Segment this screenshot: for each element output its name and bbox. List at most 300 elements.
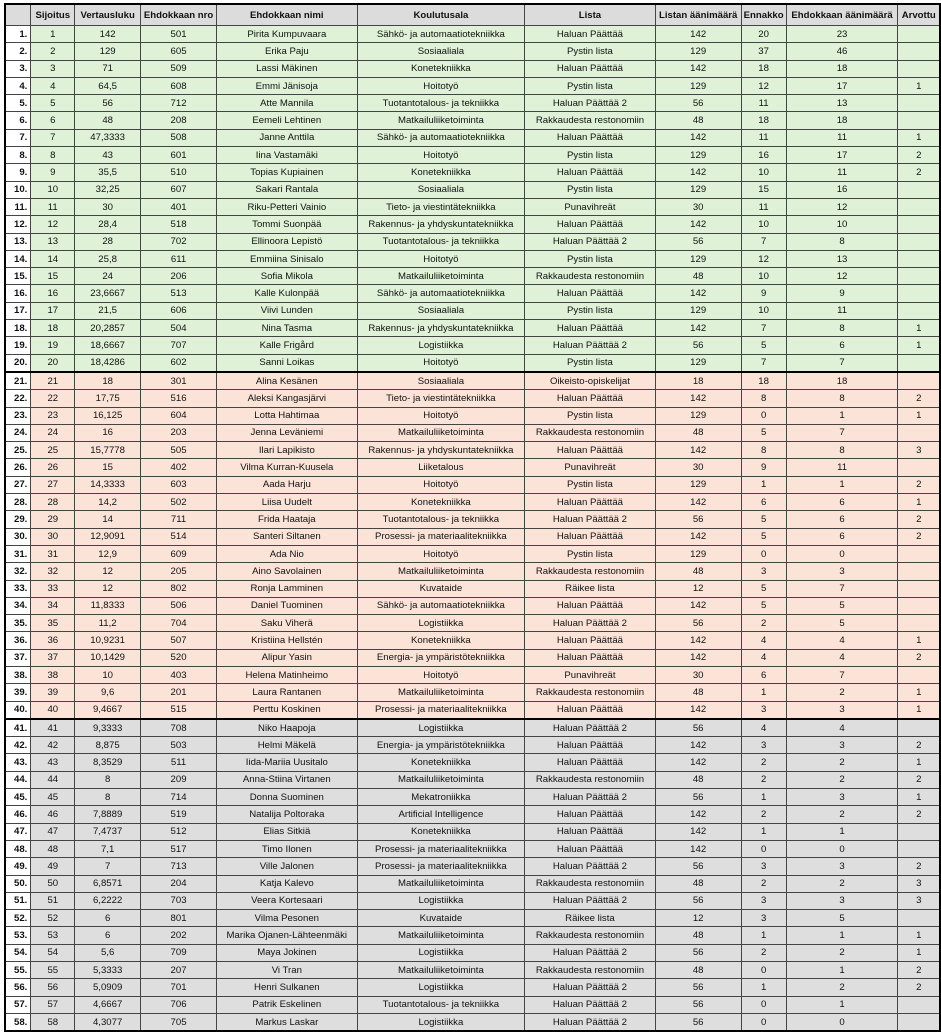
cell-rank: 50. (5, 875, 31, 892)
cell-ehdokkaan-nro: 503 (141, 737, 217, 754)
cell-lista: Haluan Päättää 2 (525, 615, 656, 632)
cell-listan-aanimaara: 129 (655, 302, 741, 319)
cell-rank: 2. (5, 43, 31, 60)
cell-ehdokkaan-aanimaara: 10 (786, 216, 898, 233)
cell-ennakko: 12 (741, 250, 786, 267)
cell-ehdokkaan-nimi: Veera Kortesaari (217, 892, 358, 909)
cell-ennakko: 1 (741, 979, 786, 996)
cell-arvottu: 2 (898, 511, 940, 528)
cell-koulutusala: Kuvataide (357, 580, 525, 597)
table-row (5, 250, 940, 267)
cell-sijoitus: 5 (31, 95, 75, 112)
cell-ehdokkaan-nimi: Marika Ojanen-Lähteenmäki (217, 927, 358, 944)
cell-ehdokkaan-nimi: Aada Harju (217, 476, 358, 493)
cell-koulutusala: Tuotantotalous- ja tekniikka (357, 233, 525, 250)
cell-vertausluku: 14,3333 (75, 476, 141, 493)
header-ehdokkaan-aanimaara: Ehdokkaan äänimäärä (786, 4, 898, 26)
cell-listan-aanimaara: 142 (655, 390, 741, 407)
cell-listan-aanimaara: 30 (655, 666, 741, 683)
cell-koulutusala: Konetekniikka (357, 632, 525, 649)
cell-sijoitus: 44 (31, 771, 75, 788)
cell-listan-aanimaara: 56 (655, 789, 741, 806)
cell-lista: Haluan Päättää (525, 129, 656, 146)
cell-vertausluku: 20,2857 (75, 320, 141, 337)
table-row (5, 996, 940, 1013)
cell-lista: Punavihreät (525, 198, 656, 215)
cell-ehdokkaan-nro: 201 (141, 684, 217, 701)
cell-koulutusala: Logistiikka (357, 719, 525, 737)
cell-arvottu: 2 (898, 806, 940, 823)
cell-rank: 17. (5, 302, 31, 319)
cell-ehdokkaan-nro: 714 (141, 789, 217, 806)
table-row (5, 528, 940, 545)
table-row (5, 944, 940, 961)
cell-ehdokkaan-nimi: Ada Nio (217, 545, 358, 562)
cell-koulutusala: Hoitotyö (357, 250, 525, 267)
cell-sijoitus: 6 (31, 112, 75, 129)
cell-vertausluku: 129 (75, 43, 141, 60)
cell-ehdokkaan-nimi: Jenna Leväniemi (217, 424, 358, 441)
header-rank (5, 4, 31, 26)
cell-ehdokkaan-nro: 604 (141, 407, 217, 424)
cell-lista: Haluan Päättää (525, 60, 656, 77)
cell-ennakko: 6 (741, 494, 786, 511)
cell-lista: Haluan Päättää (525, 701, 656, 719)
cell-ehdokkaan-nimi: Viivi Lunden (217, 302, 358, 319)
cell-ehdokkaan-nimi: Janne Anttila (217, 129, 358, 146)
cell-listan-aanimaara: 142 (655, 701, 741, 719)
cell-ennakko: 8 (741, 442, 786, 459)
cell-ehdokkaan-nimi: Santeri Siltanen (217, 528, 358, 545)
cell-ehdokkaan-nro: 203 (141, 424, 217, 441)
cell-lista: Haluan Päättää (525, 840, 656, 857)
cell-lista: Haluan Päättää (525, 737, 656, 754)
cell-rank: 39. (5, 684, 31, 701)
cell-ehdokkaan-aanimaara: 2 (786, 754, 898, 771)
cell-arvottu (898, 43, 940, 60)
cell-ennakko: 1 (741, 823, 786, 840)
cell-ehdokkaan-aanimaara: 3 (786, 737, 898, 754)
cell-listan-aanimaara: 48 (655, 962, 741, 979)
cell-lista: Haluan Päättää (525, 632, 656, 649)
cell-lista: Pystin lista (525, 302, 656, 319)
cell-ehdokkaan-nimi: Lotta Hahtimaa (217, 407, 358, 424)
cell-ehdokkaan-nro: 707 (141, 337, 217, 354)
cell-koulutusala: Tuotantotalous- ja tekniikka (357, 996, 525, 1013)
cell-vertausluku: 7,1 (75, 840, 141, 857)
cell-ehdokkaan-aanimaara: 17 (786, 147, 898, 164)
cell-koulutusala: Sosiaaliala (357, 372, 525, 390)
cell-rank: 8. (5, 147, 31, 164)
cell-sijoitus: 30 (31, 528, 75, 545)
cell-sijoitus: 15 (31, 268, 75, 285)
cell-ehdokkaan-nimi: Kristiina Hellstén (217, 632, 358, 649)
cell-ennakko: 9 (741, 285, 786, 302)
cell-ennakko: 5 (741, 511, 786, 528)
table-row (5, 771, 940, 788)
cell-sijoitus: 49 (31, 858, 75, 875)
table-row (5, 216, 940, 233)
cell-lista: Oikeisto-opiskelijat (525, 372, 656, 390)
cell-koulutusala: Liiketalous (357, 459, 525, 476)
cell-lista: Pystin lista (525, 545, 656, 562)
cell-ehdokkaan-nro: 501 (141, 26, 217, 43)
cell-vertausluku: 9,6 (75, 684, 141, 701)
cell-rank: 15. (5, 268, 31, 285)
cell-vertausluku: 21,5 (75, 302, 141, 319)
cell-listan-aanimaara: 56 (655, 944, 741, 961)
cell-vertausluku: 16,125 (75, 407, 141, 424)
cell-ehdokkaan-nimi: Ellinoora Lepistö (217, 233, 358, 250)
cell-listan-aanimaara: 30 (655, 198, 741, 215)
cell-lista: Pystin lista (525, 43, 656, 60)
cell-ennakko: 5 (741, 580, 786, 597)
cell-ehdokkaan-nimi: Ville Jalonen (217, 858, 358, 875)
header-ehdokkaan-nro: Ehdokkaan nro (141, 4, 217, 26)
cell-ennakko: 0 (741, 1013, 786, 1031)
cell-ehdokkaan-aanimaara: 3 (786, 789, 898, 806)
cell-vertausluku: 12 (75, 580, 141, 597)
cell-lista: Pystin lista (525, 407, 656, 424)
cell-listan-aanimaara: 142 (655, 129, 741, 146)
cell-arvottu (898, 26, 940, 43)
table-row (5, 789, 940, 806)
cell-sijoitus: 42 (31, 737, 75, 754)
cell-ehdokkaan-aanimaara: 1 (786, 927, 898, 944)
cell-ehdokkaan-nro: 712 (141, 95, 217, 112)
cell-sijoitus: 26 (31, 459, 75, 476)
cell-rank: 20. (5, 354, 31, 372)
cell-koulutusala: Matkailuliiketoiminta (357, 563, 525, 580)
header-ennakko: Ennakko (741, 4, 786, 26)
cell-koulutusala: Tieto- ja viestintätekniikka (357, 198, 525, 215)
cell-koulutusala: Mekatroniikka (357, 789, 525, 806)
cell-rank: 7. (5, 129, 31, 146)
cell-ennakko: 0 (741, 962, 786, 979)
cell-vertausluku: 12 (75, 563, 141, 580)
table-row (5, 285, 940, 302)
election-results-table (4, 3, 941, 1032)
cell-ennakko: 3 (741, 737, 786, 754)
cell-ehdokkaan-aanimaara: 1 (786, 476, 898, 493)
cell-sijoitus: 12 (31, 216, 75, 233)
cell-vertausluku: 47,3333 (75, 129, 141, 146)
cell-ehdokkaan-nimi: Alina Kesänen (217, 372, 358, 390)
cell-ennakko: 5 (741, 528, 786, 545)
cell-vertausluku: 4,3077 (75, 1013, 141, 1031)
cell-ehdokkaan-aanimaara: 9 (786, 285, 898, 302)
table-row (5, 754, 940, 771)
cell-arvottu: 1 (898, 77, 940, 94)
cell-ennakko: 16 (741, 147, 786, 164)
cell-ennakko: 5 (741, 337, 786, 354)
cell-koulutusala: Logistiikka (357, 944, 525, 961)
cell-listan-aanimaara: 142 (655, 285, 741, 302)
cell-ehdokkaan-nimi: Atte Mannila (217, 95, 358, 112)
cell-rank: 56. (5, 979, 31, 996)
cell-ehdokkaan-nimi: Alipur Yasin (217, 649, 358, 666)
cell-vertausluku: 18,4286 (75, 354, 141, 372)
cell-lista: Haluan Päättää (525, 823, 656, 840)
cell-ennakko: 0 (741, 996, 786, 1013)
cell-lista: Haluan Päättää (525, 26, 656, 43)
cell-lista: Haluan Päättää (525, 442, 656, 459)
cell-listan-aanimaara: 56 (655, 719, 741, 737)
cell-rank: 57. (5, 996, 31, 1013)
cell-ehdokkaan-nro: 202 (141, 927, 217, 944)
cell-sijoitus: 16 (31, 285, 75, 302)
cell-ehdokkaan-nimi: Pirita Kumpuvaara (217, 26, 358, 43)
cell-ennakko: 20 (741, 26, 786, 43)
cell-ehdokkaan-nro: 609 (141, 545, 217, 562)
cell-listan-aanimaara: 48 (655, 771, 741, 788)
cell-vertausluku: 14 (75, 511, 141, 528)
cell-ennakko: 12 (741, 77, 786, 94)
cell-ehdokkaan-aanimaara: 6 (786, 494, 898, 511)
table-row (5, 337, 940, 354)
cell-lista: Rakkaudesta restonomiin (525, 875, 656, 892)
cell-vertausluku: 18,6667 (75, 337, 141, 354)
header-sijoitus: Sijoitus (31, 4, 75, 26)
cell-vertausluku: 12,9 (75, 545, 141, 562)
cell-ehdokkaan-nro: 205 (141, 563, 217, 580)
cell-arvottu: 2 (898, 979, 940, 996)
cell-ehdokkaan-nro: 602 (141, 354, 217, 372)
cell-listan-aanimaara: 56 (655, 511, 741, 528)
cell-sijoitus: 4 (31, 77, 75, 94)
cell-ehdokkaan-aanimaara: 11 (786, 302, 898, 319)
cell-sijoitus: 40 (31, 701, 75, 719)
cell-ennakko: 0 (741, 407, 786, 424)
cell-arvottu: 2 (898, 962, 940, 979)
cell-rank: 16. (5, 285, 31, 302)
table-row (5, 806, 940, 823)
cell-ehdokkaan-aanimaara: 0 (786, 1013, 898, 1031)
cell-listan-aanimaara: 129 (655, 250, 741, 267)
table-row (5, 43, 940, 60)
cell-sijoitus: 58 (31, 1013, 75, 1031)
cell-ehdokkaan-nimi: Emmiina Sinisalo (217, 250, 358, 267)
cell-koulutusala: Logistiikka (357, 892, 525, 909)
cell-lista: Haluan Päättää (525, 285, 656, 302)
cell-ehdokkaan-nimi: Helena Matinheimo (217, 666, 358, 683)
cell-rank: 48. (5, 840, 31, 857)
cell-sijoitus: 24 (31, 424, 75, 441)
cell-sijoitus: 50 (31, 875, 75, 892)
table-row (5, 476, 940, 493)
cell-sijoitus: 38 (31, 666, 75, 683)
cell-koulutusala: Hoitotyö (357, 354, 525, 372)
cell-listan-aanimaara: 129 (655, 181, 741, 198)
cell-rank: 42. (5, 737, 31, 754)
cell-ehdokkaan-nimi: Timo Ilonen (217, 840, 358, 857)
cell-ennakko: 1 (741, 476, 786, 493)
cell-arvottu (898, 910, 940, 927)
cell-koulutusala: Sosiaaliala (357, 43, 525, 60)
cell-ennakko: 18 (741, 112, 786, 129)
cell-koulutusala: Sähkö- ja automaatiotekniikka (357, 26, 525, 43)
cell-vertausluku: 43 (75, 147, 141, 164)
cell-lista: Punavihreät (525, 459, 656, 476)
cell-ennakko: 8 (741, 390, 786, 407)
table-row (5, 840, 940, 857)
cell-arvottu (898, 95, 940, 112)
cell-listan-aanimaara: 129 (655, 43, 741, 60)
cell-vertausluku: 18 (75, 372, 141, 390)
cell-koulutusala: Prosessi- ja materiaalitekniikka (357, 840, 525, 857)
cell-listan-aanimaara: 12 (655, 580, 741, 597)
cell-ennakko: 3 (741, 910, 786, 927)
cell-ehdokkaan-aanimaara: 12 (786, 268, 898, 285)
cell-arvottu: 1 (898, 754, 940, 771)
cell-ehdokkaan-nimi: Kalle Kulonpää (217, 285, 358, 302)
cell-listan-aanimaara: 56 (655, 95, 741, 112)
cell-arvottu (898, 424, 940, 441)
cell-vertausluku: 30 (75, 198, 141, 215)
cell-lista: Haluan Päättää 2 (525, 996, 656, 1013)
results-sheet (4, 3, 941, 1032)
cell-listan-aanimaara: 142 (655, 823, 741, 840)
cell-vertausluku: 23,6667 (75, 285, 141, 302)
cell-ehdokkaan-nro: 608 (141, 77, 217, 94)
cell-ehdokkaan-aanimaara: 2 (786, 979, 898, 996)
cell-listan-aanimaara: 48 (655, 684, 741, 701)
cell-vertausluku: 5,3333 (75, 962, 141, 979)
cell-ehdokkaan-nro: 703 (141, 892, 217, 909)
cell-rank: 41. (5, 719, 31, 737)
table-row (5, 442, 940, 459)
cell-koulutusala: Konetekniikka (357, 60, 525, 77)
cell-koulutusala: Logistiikka (357, 1013, 525, 1031)
cell-rank: 38. (5, 666, 31, 683)
cell-sijoitus: 20 (31, 354, 75, 372)
cell-rank: 31. (5, 545, 31, 562)
cell-koulutusala: Konetekniikka (357, 164, 525, 181)
cell-listan-aanimaara: 48 (655, 268, 741, 285)
cell-listan-aanimaara: 56 (655, 615, 741, 632)
cell-sijoitus: 32 (31, 563, 75, 580)
cell-ehdokkaan-nimi: Sofia Mikola (217, 268, 358, 285)
cell-ehdokkaan-aanimaara: 13 (786, 95, 898, 112)
cell-rank: 21. (5, 372, 31, 390)
cell-listan-aanimaara: 48 (655, 424, 741, 441)
cell-ennakko: 11 (741, 198, 786, 215)
cell-rank: 52. (5, 910, 31, 927)
cell-sijoitus: 19 (31, 337, 75, 354)
cell-listan-aanimaara: 48 (655, 563, 741, 580)
cell-ehdokkaan-nimi: Helmi Mäkelä (217, 737, 358, 754)
cell-arvottu: 2 (898, 771, 940, 788)
cell-koulutusala: Hoitotyö (357, 77, 525, 94)
header-ehdokkaan-nimi: Ehdokkaan nimi (217, 4, 358, 26)
cell-ehdokkaan-nimi: Vilma Pesonen (217, 910, 358, 927)
cell-koulutusala: Sosiaaliala (357, 302, 525, 319)
cell-rank: 26. (5, 459, 31, 476)
cell-vertausluku: 24 (75, 268, 141, 285)
cell-ehdokkaan-aanimaara: 2 (786, 944, 898, 961)
cell-koulutusala: Matkailuliiketoiminta (357, 684, 525, 701)
table-row (5, 615, 940, 632)
cell-ehdokkaan-nimi: Laura Rantanen (217, 684, 358, 701)
cell-ehdokkaan-nro: 706 (141, 996, 217, 1013)
cell-ennakko: 4 (741, 632, 786, 649)
cell-sijoitus: 13 (31, 233, 75, 250)
cell-vertausluku: 28 (75, 233, 141, 250)
cell-sijoitus: 28 (31, 494, 75, 511)
table-row (5, 875, 940, 892)
table-row (5, 701, 940, 719)
cell-sijoitus: 18 (31, 320, 75, 337)
cell-rank: 49. (5, 858, 31, 875)
cell-ehdokkaan-nimi: Iida-Mariia Uusitalo (217, 754, 358, 771)
cell-arvottu: 1 (898, 494, 940, 511)
cell-vertausluku: 12,9091 (75, 528, 141, 545)
cell-sijoitus: 53 (31, 927, 75, 944)
cell-arvottu (898, 545, 940, 562)
cell-ennakko: 3 (741, 858, 786, 875)
cell-ehdokkaan-aanimaara: 5 (786, 910, 898, 927)
cell-lista: Haluan Päättää (525, 494, 656, 511)
cell-rank: 35. (5, 615, 31, 632)
cell-ehdokkaan-aanimaara: 11 (786, 164, 898, 181)
cell-listan-aanimaara: 129 (655, 545, 741, 562)
cell-ehdokkaan-aanimaara: 7 (786, 354, 898, 372)
cell-vertausluku: 6 (75, 927, 141, 944)
cell-ehdokkaan-nro: 515 (141, 701, 217, 719)
cell-ehdokkaan-aanimaara: 1 (786, 823, 898, 840)
cell-ehdokkaan-nro: 510 (141, 164, 217, 181)
cell-lista: Rakkaudesta restonomiin (525, 112, 656, 129)
table-row (5, 962, 940, 979)
cell-ehdokkaan-nro: 502 (141, 494, 217, 511)
cell-koulutusala: Energia- ja ympäristötekniikka (357, 649, 525, 666)
cell-vertausluku: 71 (75, 60, 141, 77)
cell-vertausluku: 25,8 (75, 250, 141, 267)
cell-ennakko: 6 (741, 666, 786, 683)
cell-sijoitus: 31 (31, 545, 75, 562)
cell-sijoitus: 8 (31, 147, 75, 164)
cell-ehdokkaan-nro: 208 (141, 112, 217, 129)
cell-rank: 19. (5, 337, 31, 354)
cell-ehdokkaan-nro: 801 (141, 910, 217, 927)
cell-arvottu: 1 (898, 701, 940, 719)
cell-koulutusala: Matkailuliiketoiminta (357, 424, 525, 441)
table-row (5, 60, 940, 77)
cell-ehdokkaan-nimi: Vi Tran (217, 962, 358, 979)
table-row (5, 719, 940, 737)
cell-sijoitus: 9 (31, 164, 75, 181)
cell-koulutusala: Matkailuliiketoiminta (357, 112, 525, 129)
cell-ennakko: 2 (741, 875, 786, 892)
cell-vertausluku: 48 (75, 112, 141, 129)
cell-ennakko: 10 (741, 302, 786, 319)
cell-ehdokkaan-nimi: Ronja Lamminen (217, 580, 358, 597)
cell-sijoitus: 11 (31, 198, 75, 215)
cell-arvottu (898, 372, 940, 390)
cell-arvottu (898, 268, 940, 285)
cell-ehdokkaan-nimi: Liisa Uudelt (217, 494, 358, 511)
cell-listan-aanimaara: 56 (655, 858, 741, 875)
cell-koulutusala: Rakennus- ja yhdyskuntatekniikka (357, 216, 525, 233)
cell-ehdokkaan-aanimaara: 3 (786, 701, 898, 719)
cell-arvottu: 2 (898, 737, 940, 754)
table-row (5, 302, 940, 319)
cell-lista: Haluan Päättää 2 (525, 979, 656, 996)
cell-rank: 58. (5, 1013, 31, 1031)
cell-rank: 46. (5, 806, 31, 823)
cell-arvottu: 1 (898, 632, 940, 649)
cell-vertausluku: 6,2222 (75, 892, 141, 909)
